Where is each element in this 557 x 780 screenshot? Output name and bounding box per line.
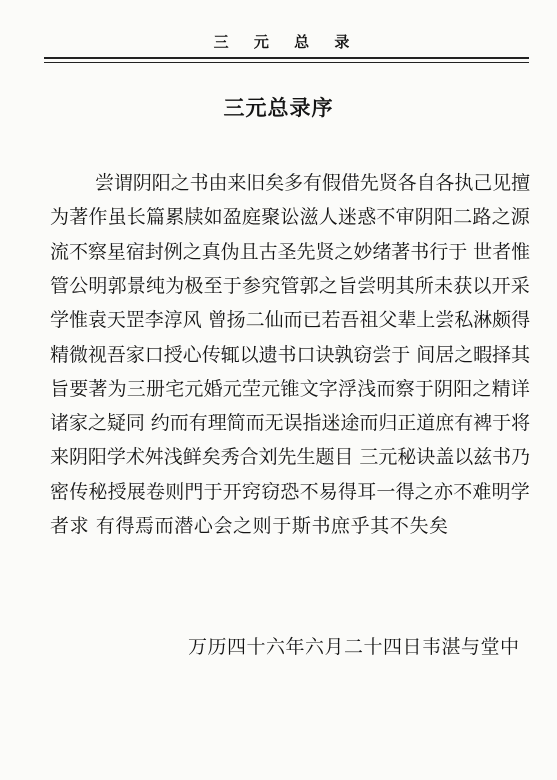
text-line: 管公明郭景纯为极至于参究管郭之旨尝明其所未获以开采 [50, 274, 531, 297]
header-rule-thin [44, 62, 529, 63]
text-line: 来阴阳学术舛浅鲜矣秀合刘先生题目 三元秘诀盖以兹书乃 [50, 446, 531, 469]
text-line: 为著作虽长篇累牍如盈庭聚讼滋人迷惑不审阴阳二路之源 [50, 206, 531, 229]
text-line: 者求 有得焉而潜心会之则于斯书庶乎其不失矣 [50, 515, 449, 537]
text-line: 学惟袁天罡李淳风 曾扬二仙而已若吾祖父辈上尝私淋颇得 [50, 309, 531, 332]
header-rule-thick [44, 57, 529, 59]
text-line: 尝谓阴阳之书由来旧矣多有假借先贤各自各执己见擅 [95, 172, 531, 194]
text-line: 密传秘授展卷则門于开窍窃恐不易得耳一得之亦不难明学 [50, 480, 531, 503]
text-line: 旨要著为三册宅元婚元茔元锥文字浮浅而察于阴阳之精详 [50, 377, 531, 400]
running-header [44, 25, 529, 65]
signature-line: 万历四十六年六月二十四日韦湛与堂中 [188, 636, 520, 658]
text-line: 精微视吾家口授心传辄以遗书口诀孰窃尝于 间居之暇择其 [50, 343, 531, 366]
document-title: 三元总录序 [223, 95, 334, 120]
text-line: 诸家之疑同 约而有理简而无误指迷途而归正道庶有裨于将 [50, 412, 531, 435]
running-title: 三 元 总 录 [213, 33, 360, 51]
text-line: 流不察星宿封例之真伪且古圣先贤之妙绪著书行于 世者惟 [50, 240, 531, 263]
